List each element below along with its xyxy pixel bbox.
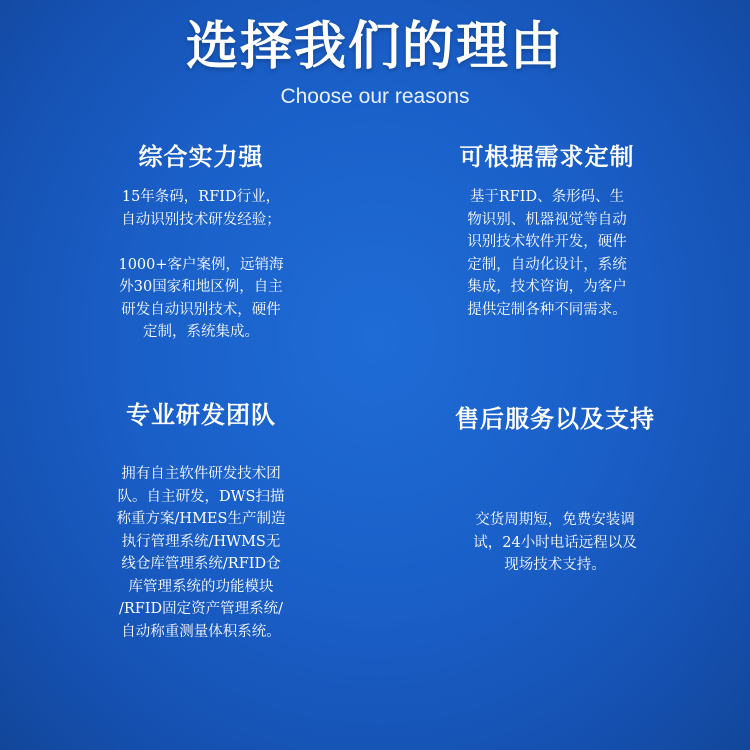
reason-card-title: 专业研发团队 [126,401,276,429]
reason-card-strength [86,142,316,344]
page-title: 选择我们的理由 [185,17,564,77]
reason-card-body: 15年条码，RFID行业， 自动识别技术研发经验； 1000+客户案例，远销海 外30国家和地区例，自主 研发自动识别技术，硬件 定制，系统集成。 [118,189,284,340]
reason-card-body: 拥有自主软件研发技术团 队。自主研发，DWS扫描 称重方案/HMES生产制造 执行管理系统/HWMS无 线仓库管理系统/RFID仓 库管理系统的功能模块 /RFID固定资产管理系统/ 自动称重测量体积系统。 [116,466,286,640]
reason-card-title: 可根据需求定制 [459,143,635,171]
reason-card-body: 基于RFID、条形码、生 物识别、机器视觉等自动 识别技术软件开发，硬件 定制，自动化设计，系统 集成，技术咨询，为客户 提供定制各种不同需求。 [467,189,627,318]
page-subtitle: Choose our reasons [280,85,470,108]
reason-card-title: 综合实力强 [138,143,264,171]
reason-card-title: 售后服务以及支持 [455,405,655,433]
reason-card-body: 交货周期短，免费安装调 试，24小时电话远程以及 现场技术支持。 [473,512,637,573]
reason-card-after-sales [430,404,680,577]
reason-card-customization [430,142,664,321]
reason-card-rd-team [86,400,316,643]
